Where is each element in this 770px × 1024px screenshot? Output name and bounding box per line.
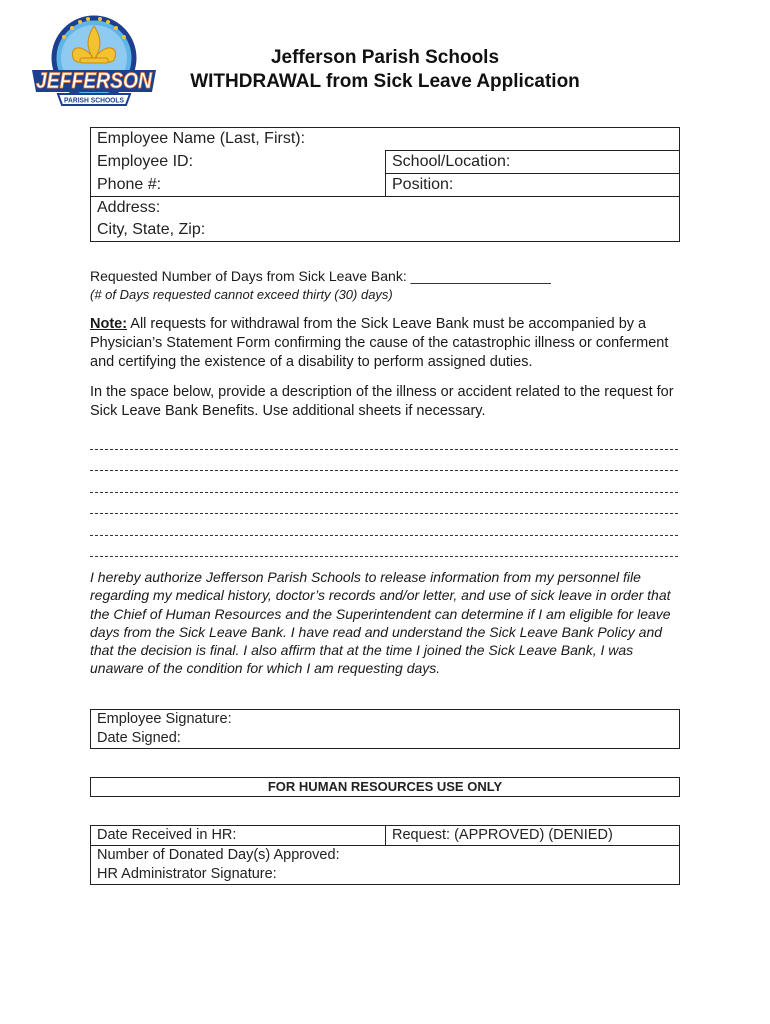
hr-use-table [90,825,680,885]
description-line[interactable] [90,493,678,515]
employee-signature-label: Employee Signature: [97,711,232,727]
position-field[interactable] [386,174,680,197]
note-heading: Note: [90,316,128,332]
donated-days-field[interactable] [91,846,680,866]
employee-signature-field[interactable] [91,710,680,730]
school-location-label: School/Location: [392,153,511,170]
description-line[interactable] [90,471,678,493]
description-instructions: In the space below, provide a description of the illness or accident related to the request for Sick Leave Bank Benefits. Use additional sheets if necessary. [90,384,674,419]
employee-id-label: Employee ID: [97,153,194,170]
hr-admin-signature-label: HR Administrator Signature: [97,866,277,882]
phone-field[interactable] [91,174,386,197]
city-state-zip-label: City, State, Zip: [97,221,206,238]
form-title: WITHDRAWAL from Sick Leave Application [190,71,580,92]
date-received-field[interactable] [91,826,386,846]
employee-info-table [90,127,680,242]
employee-name-label: Employee Name (Last, First): [97,130,306,147]
address-label: Address: [97,199,161,216]
note-text: All requests for withdrawal from the Sick Leave Bank must be accompanied by a Physician’s Statement Form confirming the cause of the catastrophic illness or conferment and certifying the existence of a disability to perform assigned duties. [90,316,669,370]
signature-table [90,709,680,749]
description-line[interactable] [90,428,678,450]
requested-days-field[interactable]: Requested Number of Days from Sick Leave Bank: __________________ [90,268,551,284]
position-label: Position: [392,176,454,193]
hr-section-heading: FOR HUMAN RESOURCES USE ONLY [91,778,680,797]
employee-name-field[interactable] [91,128,680,151]
form-header [170,46,600,94]
address-field[interactable] [91,197,680,220]
description-line[interactable] [90,514,678,536]
physician-statement-note [90,315,680,372]
donated-days-label: Number of Donated Day(s) Approved: [97,847,340,863]
request-decision-field[interactable] [386,826,680,846]
request-decision-label: Request: (APPROVED) (DENIED) [392,827,613,843]
date-received-label: Date Received in HR: [97,827,237,843]
hr-admin-signature-field[interactable] [91,865,680,885]
description-lines[interactable] [90,428,678,557]
date-signed-field[interactable] [91,729,680,749]
description-line[interactable] [90,536,678,558]
form-title-org: Jefferson Parish Schools [270,47,500,68]
logo-subtitle: PARISH SCHOOLS [64,95,124,105]
hr-section-heading-box [90,777,680,797]
requested-days-note: (# of Days requested cannot exceed thirty (30) days) [90,287,393,302]
city-state-zip-field[interactable] [91,219,680,242]
phone-label: Phone #: [97,175,162,193]
authorization-statement: I hereby authorize Jefferson Parish Schools to release information from my personnel file regarding my medical history, doctor’s records and/or letter, and use of sick leave in order that the Chief of Human Resources and the Superintendent can determine if I am eligible for leave days from the Sick Leave Bank. I have read and understand the Sick Leave Bank Policy and that the decision is final. I also affirm that at the time I joined the Sick Leave Bank, I was unaware of the condition for which I am requesting days. [90,569,671,677]
employee-id-field[interactable] [91,151,386,174]
school-location-field[interactable] [386,151,680,174]
date-signed-label: Date Signed: [97,730,181,746]
jefferson-parish-schools-logo [28,12,160,116]
logo-wordmark: JEFFERSON [36,68,153,93]
description-line[interactable] [90,450,678,472]
